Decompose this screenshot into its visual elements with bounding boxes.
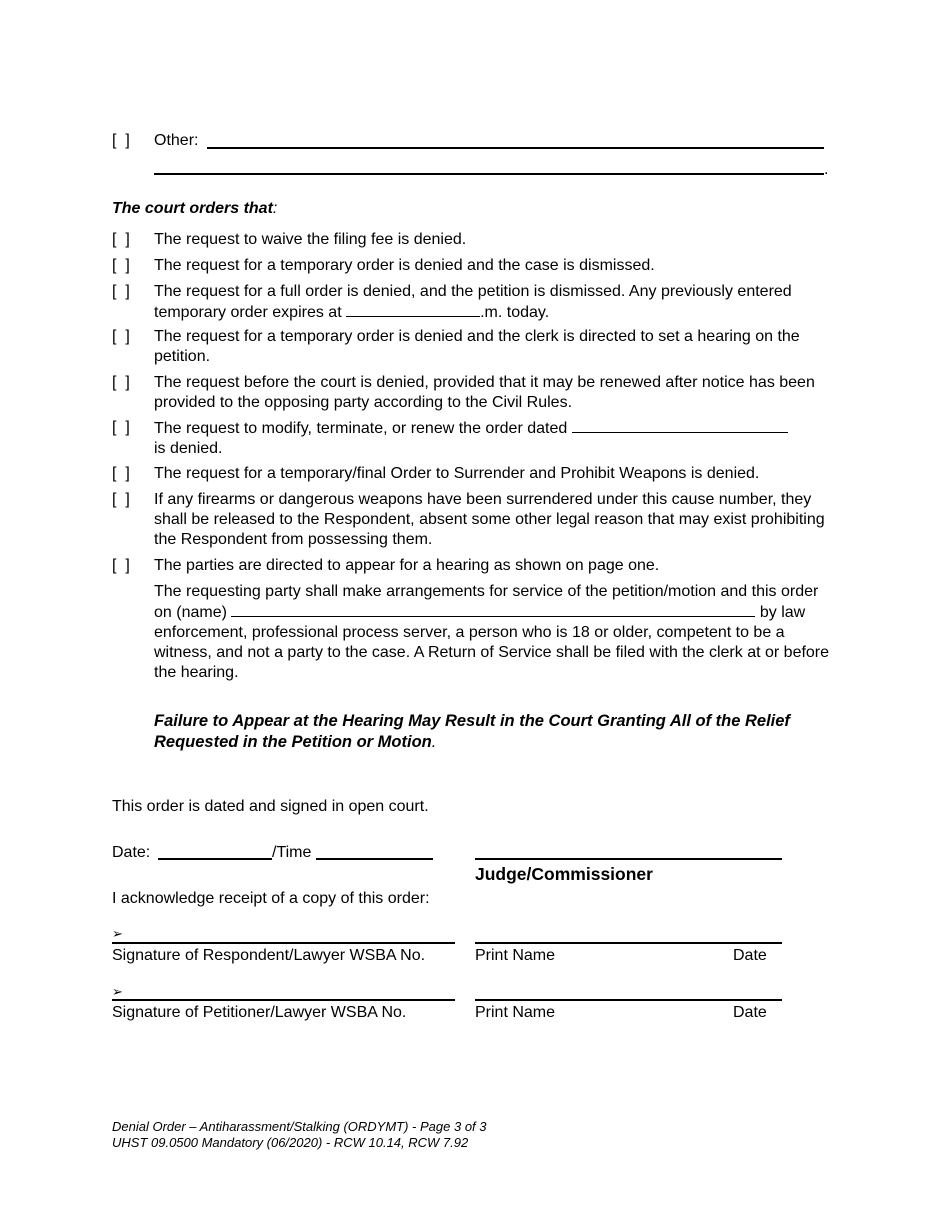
time-blank[interactable] [316, 858, 433, 860]
order-1-text: The request to waive the filing fee is denied. [154, 231, 467, 248]
checkbox-other[interactable]: [ ] [112, 132, 130, 149]
date-blank[interactable] [158, 858, 272, 860]
footer [112, 1119, 487, 1151]
checkbox-order-6[interactable]: [ ] [112, 419, 130, 436]
checkbox-order-3[interactable]: [ ] [112, 283, 130, 300]
order-9-text: The parties are directed to appear for a hearing as shown on page one. [154, 557, 660, 574]
service-paragraph: The requesting party shall make arrangements for service of the petition/motion and this order on (name) by law enforcement, professional process server, a person who is 18 or older, competent to be a witness, and not a party to the case. A Return of Service shall be filed with the clerk at or before the hearing. [154, 583, 830, 681]
judge-signature-line[interactable] [475, 858, 782, 860]
petitioner-date-label: Date [733, 1004, 767, 1021]
expiry-time-blank[interactable] [346, 302, 480, 317]
petitioner-arrow-icon: ➢ [112, 984, 123, 999]
service-name-blank[interactable] [231, 602, 755, 617]
petitioner-signature-line[interactable] [112, 999, 455, 1001]
acknowledge-text: I acknowledge receipt of a copy of this order: [112, 890, 430, 907]
checkbox-order-1[interactable]: [ ] [112, 231, 130, 248]
other-period: . [824, 161, 829, 178]
order-2-text: The request for a temporary order is denied and the case is dismissed. [154, 257, 655, 274]
order-7-text: The request for a temporary/final Order to Surrender and Prohibit Weapons is denied. [154, 465, 760, 482]
order-3-text: The request for a full order is denied, and the petition is dismissed. Any previously entered temporary order expires at .m. today. [154, 283, 792, 321]
other-label: Other: [154, 132, 199, 149]
dated-signed-text: This order is dated and signed in open court. [112, 798, 429, 815]
orders-heading: The court orders that: [112, 200, 278, 217]
other-line-2[interactable] [154, 173, 824, 175]
petitioner-print-name-label: Print Name [475, 1004, 556, 1021]
other-line-1[interactable] [207, 147, 824, 149]
order-8-text: If any firearms or dangerous weapons have been surrendered under this cause number, they shall be released to the Respondent, absent some other legal reason that may exist prohibiting the Respondent from possessing them. [154, 491, 825, 548]
judge-label: Judge/Commissioner [475, 864, 653, 884]
checkbox-order-8[interactable]: [ ] [112, 491, 130, 508]
checkbox-order-9[interactable]: [ ] [112, 557, 130, 574]
order-6-text: The request to modify, terminate, or renew the order dated is denied. [154, 418, 844, 459]
respondent-signature-label: Signature of Respondent/Lawyer WSBA No. [112, 947, 426, 964]
checkbox-order-5[interactable]: [ ] [112, 374, 130, 391]
order-4-text: The request for a temporary order is denied and the clerk is directed to set a hearing on the petition. [154, 328, 800, 365]
failure-warning: Failure to Appear at the Hearing May Result in the Court Granting All of the Relief Requested in the Petition or Motion. [154, 712, 790, 751]
respondent-signature-line[interactable] [112, 942, 455, 944]
order-date-blank[interactable] [572, 418, 788, 433]
respondent-print-line[interactable] [475, 942, 782, 944]
time-label: /Time [272, 844, 312, 861]
respondent-date-label: Date [733, 947, 767, 964]
checkbox-order-7[interactable]: [ ] [112, 465, 130, 482]
footer-line-1: Denial Order – Antiharassment/Stalking (ORDYMT) - Page 3 of 3 [112, 1119, 487, 1134]
petitioner-signature-label: Signature of Petitioner/Lawyer WSBA No. [112, 1004, 407, 1021]
footer-line-2: UHST 09.0500 Mandatory (06/2020) - RCW 10.14, RCW 7.92 [112, 1135, 469, 1150]
checkbox-order-4[interactable]: [ ] [112, 328, 130, 345]
date-label: Date: [112, 844, 151, 861]
checkbox-order-2[interactable]: [ ] [112, 257, 130, 274]
petitioner-print-line[interactable] [475, 999, 782, 1001]
order-5-text: The request before the court is denied, provided that it may be renewed after notice has been provided to the opposing party according to the Civil Rules. [154, 374, 815, 411]
respondent-print-name-label: Print Name [475, 947, 556, 964]
respondent-arrow-icon: ➢ [112, 926, 123, 941]
